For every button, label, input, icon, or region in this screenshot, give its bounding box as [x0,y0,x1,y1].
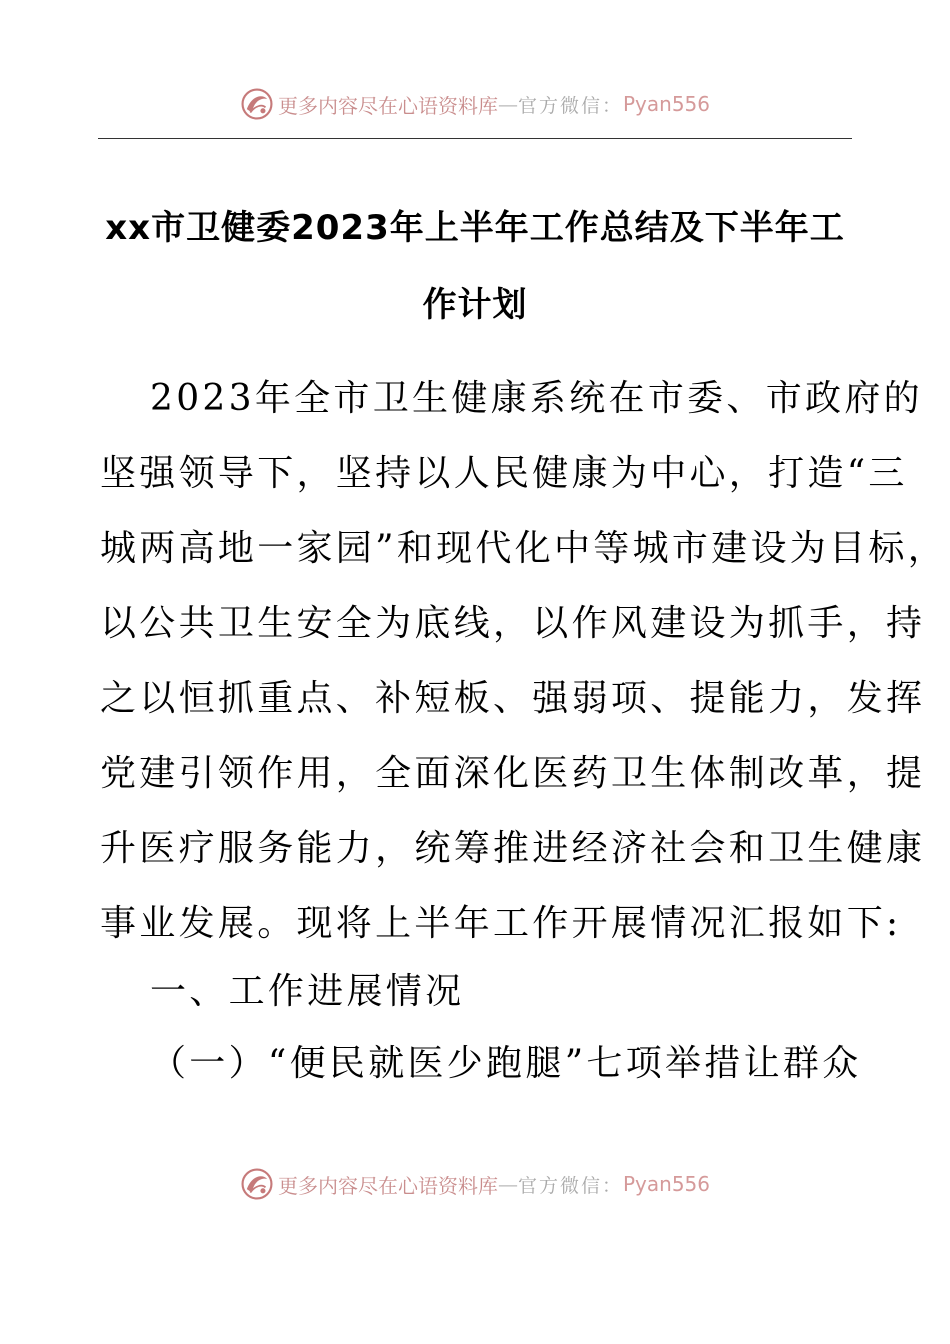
watermark-separator: — [497,92,518,116]
watermark-text: 更多内容尽在心语资料库 [277,93,498,118]
watermark-text: 更多内容尽在心语资料库 [277,1173,498,1198]
paragraph-line: 升医疗服务能力，统筹推进经济社会和卫生健康 [100,828,926,869]
header-divider [98,138,852,139]
footer-watermark [0,1164,950,1204]
paragraph-line: 之以恒抓重点、补短板、强弱项、提能力，发挥 [100,678,926,719]
watermark-wechat-id: Pyan556 [623,92,711,116]
paragraph-line: 坚强领导下，坚持以人民健康为中心，打造“三 [100,453,908,494]
watermark-wechat-label: 官方微信： [517,94,623,117]
document-title-line-2: 作计划 [422,285,528,325]
subsection-heading: （一）“便民就医少跑腿”七项举措让群众 [150,1043,862,1084]
watermark-separator: — [497,1172,518,1196]
paragraph-line: 2023年全市卫生健康系统在市委、市政府的 [150,378,923,419]
header-watermark [0,84,950,124]
watermark-wechat-label: 官方微信： [517,1174,623,1197]
watermark-wechat-id: Pyan556 [623,1172,711,1196]
section-heading: 一、工作进展情况 [150,971,465,1012]
swirl-logo-icon [240,87,274,121]
swirl-logo-icon [240,1167,274,1201]
paragraph-line: 事业发展。现将上半年工作开展情况汇报如下: [100,903,902,944]
paragraph-line: 城两高地一家园”和现代化中等城市建设为目标， [100,528,948,569]
document-title-line-1: xx市卫健委2023年上半年工作总结及下半年工 [105,208,845,248]
paragraph-line: 以公共卫生安全为底线，以作风建设为抓手，持 [100,603,926,644]
paragraph-line: 党建引领作用，全面深化医药卫生体制改革，提 [100,753,926,794]
